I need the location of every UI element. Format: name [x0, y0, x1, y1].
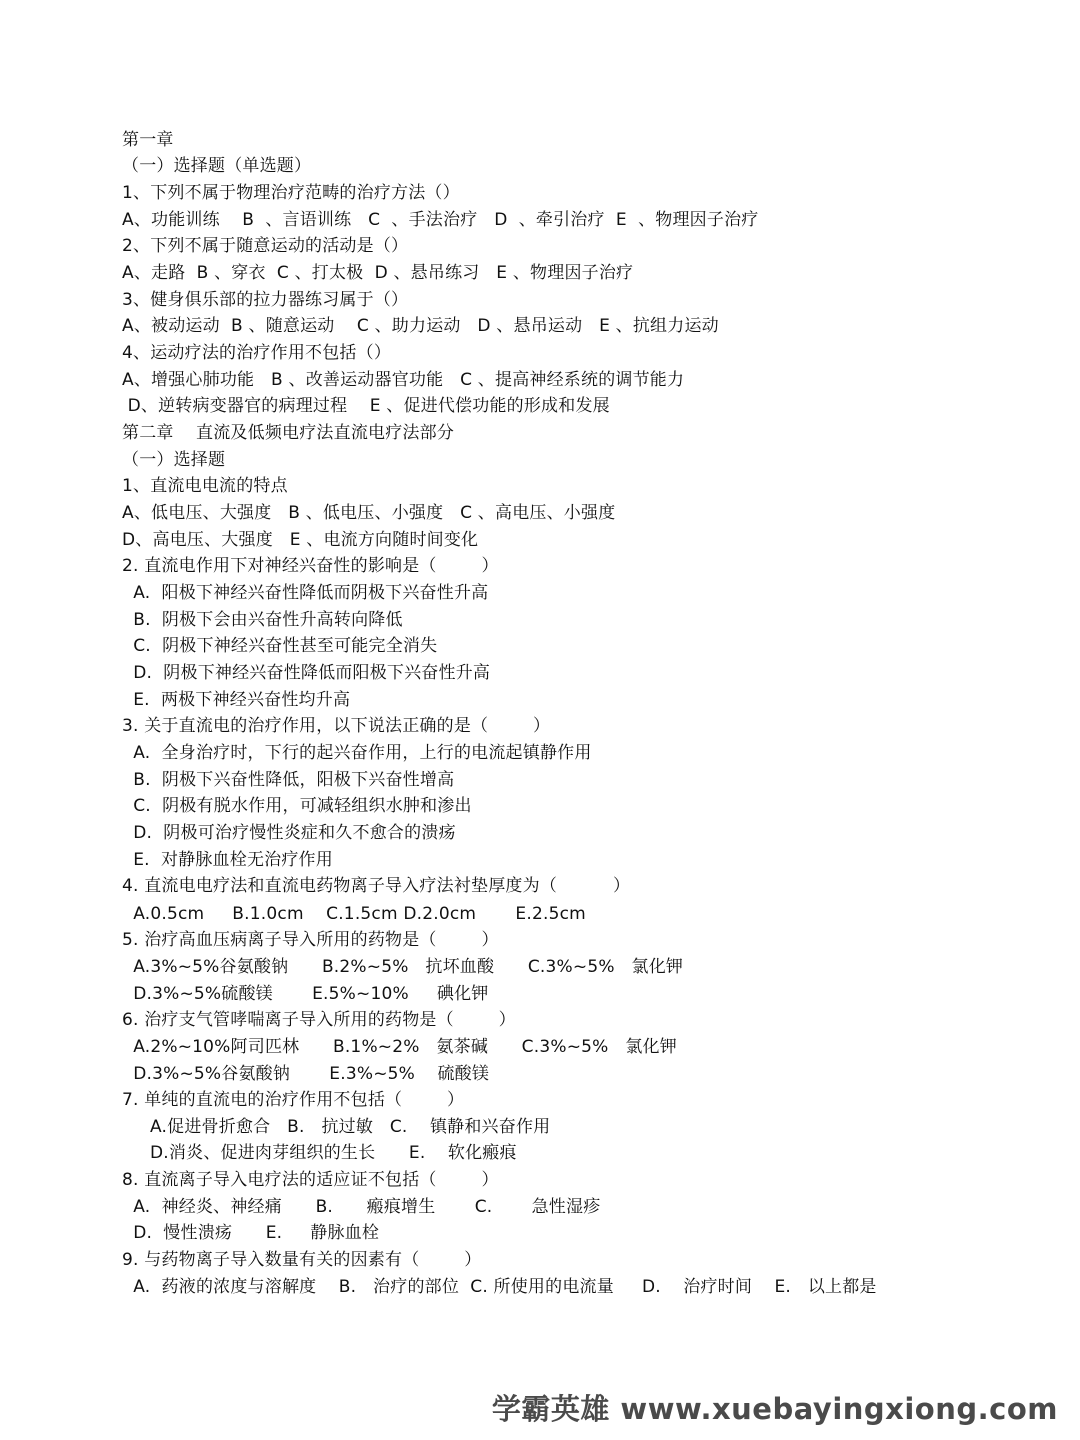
answer-options: A.3%~5%谷氨酸钠 B.2%~5% 抗坏血酸 C.3%~5% 氯化钾 — [122, 957, 684, 977]
answer-options: A. 神经炎、神经痛 B. 瘢痕增生 C. 急性湿疹 — [122, 1197, 601, 1217]
question-text: 5. 治疗高血压病离子导入所用的药物是（ ） — [122, 930, 499, 950]
question-text: 3、健身俱乐部的拉力器练习属于（） — [122, 290, 409, 310]
answer-options: A.2%~10%阿司匹林 B.1%~2% 氨茶碱 C.3%~5% 氯化钾 — [122, 1037, 677, 1057]
answer-option: A. 全身治疗时，下行的起兴奋作用，上行的电流起镇静作用 — [122, 743, 592, 763]
answer-options: A、功能训练 B 、言语训练 C 、手法治疗 D 、牵引治疗 E 、物理因子治疗 — [122, 210, 759, 230]
answer-options: D.消炎、促进肉芽组织的生长 E. 软化瘢痕 — [122, 1143, 517, 1163]
answer-option: B. 阴极下会由兴奋性升高转向降低 — [122, 610, 403, 630]
answer-options: D.3%~5%谷氨酸钠 E.3%~5% 硫酸镁 — [122, 1064, 490, 1084]
answer-options: A.0.5cm B.1.0cm C.1.5cm D.2.0cm E.2.5cm — [122, 904, 586, 924]
answer-options: A. 药液的浓度与溶解度 B. 治疗的部位 C. 所使用的电流量 D. 治疗时间 E. 以上都是 — [122, 1277, 877, 1297]
answer-option: E. 两极下神经兴奋性均升高 — [122, 690, 351, 710]
answer-options: A、增强心肺功能 B 、改善运动器官功能 C 、提高神经系统的调节能力 — [122, 370, 685, 390]
question-text: 9. 与药物离子导入数量有关的因素有（ ） — [122, 1250, 482, 1270]
answer-option: C. 阴极下神经兴奋性甚至可能完全消失 — [122, 636, 438, 656]
question-text: 4. 直流电电疗法和直流电药物离子导入疗法衬垫厚度为（ ） — [122, 876, 631, 896]
question-text: 3. 关于直流电的治疗作用，以下说法正确的是（ ） — [122, 716, 551, 736]
question-text: 1、下列不属于物理治疗范畴的治疗方法（） — [122, 183, 460, 203]
answer-options: D、逆转病变器官的病理过程 E 、促进代偿功能的形成和发展 — [122, 396, 610, 416]
answer-option: C. 阴极有脱水作用，可减轻组织水肿和渗出 — [122, 796, 472, 816]
answer-options: A、被动运动 B 、随意运动 C 、助力运动 D 、悬吊运动 E 、抗组力运动 — [122, 316, 719, 336]
question-text: 8. 直流离子导入电疗法的适应证不包括（ ） — [122, 1170, 499, 1190]
question-text: 2、下列不属于随意运动的活动是（） — [122, 236, 409, 256]
answer-options: D、高电压、大强度 E 、电流方向随时间变化 — [122, 530, 479, 550]
answer-options: A.促进骨折愈合 B. 抗过敏 C. 镇静和兴奋作用 — [122, 1117, 551, 1137]
chapter-heading: 第二章 直流及低频电疗法直流电疗法部分 — [122, 423, 455, 443]
answer-option: E. 对静脉血栓无治疗作用 — [122, 850, 333, 870]
section-heading: （一）选择题（单选题） — [122, 156, 312, 176]
answer-option: B. 阴极下兴奋性降低，阳极下兴奋性增高 — [122, 770, 455, 790]
question-text: 4、运动疗法的治疗作用不包括（） — [122, 343, 392, 363]
answer-options: D. 慢性溃疡 E. 静脉血栓 — [122, 1223, 380, 1243]
section-heading: （一）选择题 — [122, 450, 226, 470]
question-text: 7. 单纯的直流电的治疗作用不包括（ ） — [122, 1090, 465, 1110]
footer-watermark: 学霸英雄 www.xuebayingxiong.com — [491, 1392, 1058, 1426]
question-text: 1、直流电电流的特点 — [122, 476, 288, 496]
chapter-heading: 第一章 — [122, 130, 174, 150]
answer-options: A、低电压、大强度 B 、低电压、小强度 C 、高电压、小强度 — [122, 503, 616, 523]
answer-options: D.3%~5%硫酸镁 E.5%~10% 碘化钾 — [122, 984, 489, 1004]
question-text: 6. 治疗支气管哮喘离子导入所用的药物是（ ） — [122, 1010, 516, 1030]
answer-option: A. 阳极下神经兴奋性降低而阴极下兴奋性升高 — [122, 583, 489, 603]
question-text: 2. 直流电作用下对神经兴奋性的影响是（ ） — [122, 556, 499, 576]
answer-options: A、走路 B 、穿衣 C 、打太极 D 、悬吊练习 E 、物理因子治疗 — [122, 263, 634, 283]
answer-option: D. 阴极下神经兴奋性降低而阳极下兴奋性升高 — [122, 663, 491, 683]
answer-option: D. 阴极可治疗慢性炎症和久不愈合的溃疡 — [122, 823, 456, 843]
